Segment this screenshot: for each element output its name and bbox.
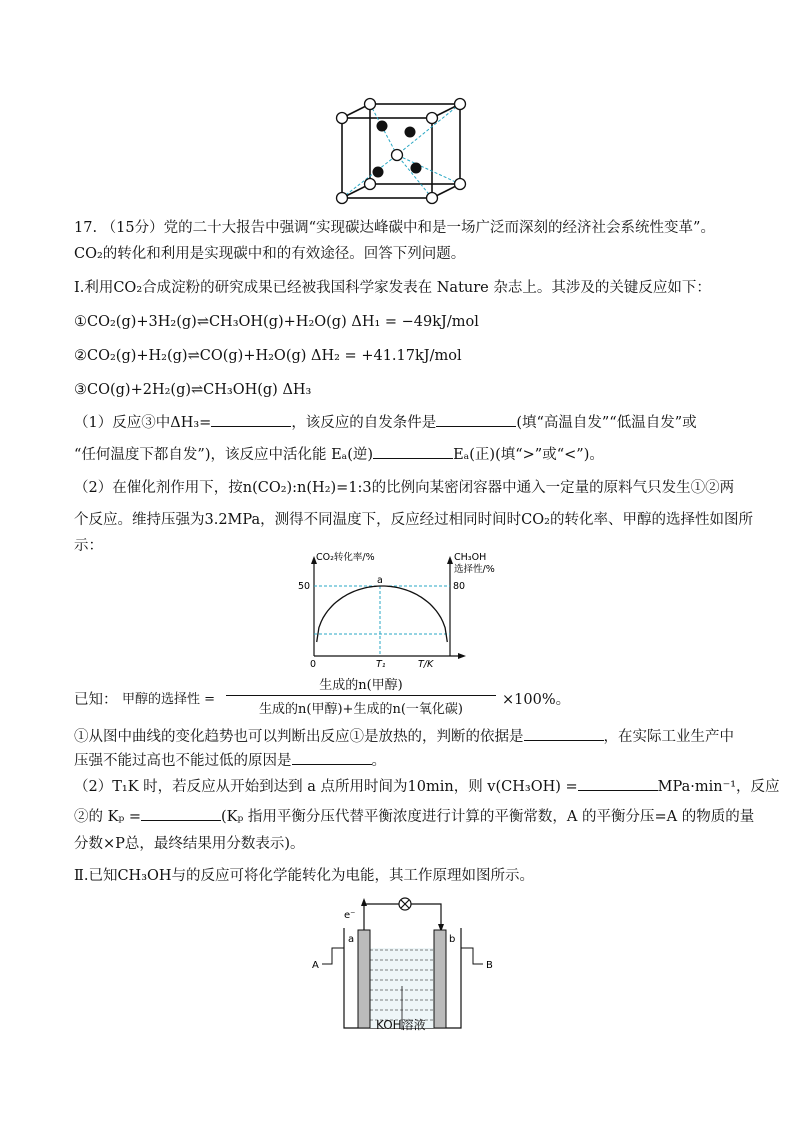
subquestion-2-line1	[74, 776, 780, 797]
external-wire-right	[411, 904, 441, 930]
answer-blank-basis[interactable]	[524, 726, 604, 741]
question-2-line2: 个反应。维持压强为3.2MPa，测得不同温度下，反应经过相同时间时CO₂的转化率、甲醇的选择性如图所	[74, 512, 753, 528]
fraction-denominator: 生成的n(甲醇)+生成的n(一氧化碳)	[259, 702, 463, 717]
formula-tail: ×100%。	[502, 692, 571, 708]
q1-text-e: Eₐ(正)(填“>”或“<”)。	[453, 447, 604, 463]
inlet-a-label: A	[312, 960, 319, 971]
part1-intro: Ⅰ.利用CO₂合成淀粉的研究成果已经被我国科学家发表在 Nature 杂志上。其涉及的关键反应如下：	[74, 280, 711, 296]
x-axis-arrow	[458, 653, 466, 659]
q1-text-c: (填“高温自发”“低温自发”或	[516, 415, 697, 431]
q17-intro: CO₂的转化和利用是实现碳中和的有效途径。回答下列问题。	[74, 246, 466, 262]
electrode-b-label: b	[449, 934, 456, 945]
answer-blank-spontaneity[interactable]	[436, 412, 516, 427]
external-wire	[364, 904, 399, 930]
y-tick-50: 50	[298, 581, 311, 592]
known-label: 已知：	[74, 692, 118, 708]
sub2-text-b: MPa·min⁻¹，反应	[657, 779, 780, 795]
part2-intro: Ⅱ.已知CH₃OH与的反应可将化学能转化为电能，其工作原理如图所示。	[74, 868, 535, 884]
y-axis-label: CO₂转化率/%	[316, 552, 375, 563]
fraction	[226, 674, 496, 717]
electrode-a	[358, 930, 370, 1028]
reaction-3: ③CO(g)+2H₂(g)⇌CH₃OH(g) ΔH₃	[74, 382, 312, 398]
fuel-cell-figure	[300, 882, 510, 1032]
q1-text-d: “任何温度下都自发”)，该反应中活化能 Eₐ(逆)	[74, 447, 374, 463]
y2-tick-80: 80	[453, 581, 466, 592]
answer-blank-kp[interactable]	[141, 806, 221, 821]
question-2-line1: （2）在催化剂作用下，按n(CO₂):n(H₂)=1:3的比例向某密闭容器中通入一定量的原料气只发生①②两	[74, 480, 735, 496]
sub1-text-d: 。	[371, 753, 386, 769]
sub1-text-c: 压强不能过高也不能过低的原因是	[74, 753, 292, 769]
crystal-structure-figure	[330, 96, 470, 208]
electrolyte-label: KOH溶液	[376, 1018, 426, 1032]
electron-arrow	[361, 898, 367, 906]
y2-axis-arrow	[447, 556, 453, 564]
answer-blank-dh3[interactable]	[211, 412, 291, 427]
electrode-a-label: a	[348, 934, 355, 945]
sub1-text-a: ①从图中曲线的变化趋势也可以判断出反应①是放热的，判断的依据是	[74, 729, 524, 745]
question-1-line1	[74, 412, 697, 433]
inlet-a-pipe	[322, 948, 344, 964]
subquestion-2-line3: 分数×P总，最终结果用分数表示)。	[74, 836, 305, 852]
inlet-b-label: B	[486, 960, 493, 971]
bulb-icon	[399, 898, 411, 910]
y2-axis-label-2: 选择性/%	[454, 564, 495, 575]
sub1-text-b: ，在实际工业生产中	[603, 729, 734, 745]
sub2-text-c: ②的 Kₚ =	[74, 809, 141, 825]
subquestion-1-line1	[74, 726, 734, 747]
answer-blank-pressure-reason[interactable]	[292, 750, 372, 765]
answer-blank-activation[interactable]	[373, 444, 453, 459]
q1-text-a: （1）反应③中ΔH₃=	[74, 415, 212, 431]
conversion-selectivity-chart	[290, 548, 520, 670]
x-axis-label: T/K	[418, 659, 434, 670]
x-tick-origin: 0	[310, 659, 317, 670]
sub2-text-a: （2）T₁K 时，若反应从开始到达到 a 点所用时间为10min，则 v(CH₃OH) =	[74, 779, 578, 795]
point-a-label: a	[377, 575, 383, 586]
sub2-text-d: (Kₚ 指用平衡分压代替平衡浓度进行计算的平衡常数，A 的平衡分压=A 的物质的量	[221, 809, 755, 825]
y2-axis-label-1: CH₃OH	[454, 552, 487, 563]
q17-header: 17. （15分）党的二十大报告中强调“实现碳达峰碳中和是一场广泛而深刻的经济社会系统性变革”。	[74, 220, 715, 236]
question-1-line2	[74, 444, 604, 465]
reaction-1: ①CO₂(g)+3H₂(g)⇌CH₃OH(g)+H₂O(g) ΔH₁ = −49kJ/mol	[74, 314, 479, 330]
x-tick-t1: T₁	[376, 659, 386, 670]
formula-lhs: 甲醇的选择性 =	[122, 692, 216, 707]
reaction-2: ②CO₂(g)+H₂(g)⇌CO(g)+H₂O(g) ΔH₂ = +41.17kJ/mol	[74, 348, 462, 364]
electron-label: e⁻	[344, 910, 356, 921]
question-2-line3: 示：	[74, 538, 103, 554]
fraction-numerator: 生成的n(甲醇)	[319, 678, 403, 693]
inlet-b-pipe	[461, 948, 483, 964]
q1-text-b: ，该反应的自发条件是	[291, 415, 437, 431]
electrode-b	[434, 930, 446, 1028]
answer-blank-rate[interactable]	[578, 776, 658, 791]
subquestion-1-line2	[74, 750, 386, 771]
subquestion-2-line2	[74, 806, 754, 827]
